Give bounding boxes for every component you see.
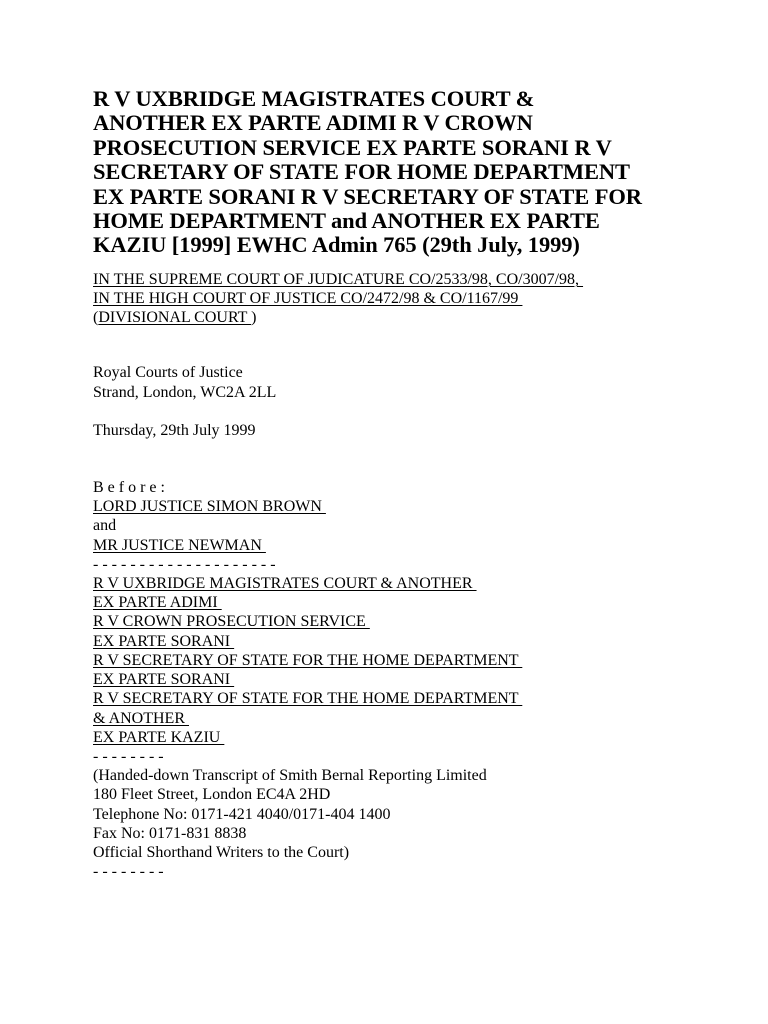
document-page (93, 87, 693, 881)
transcript-line: Official Shorthand Writers to the Court) (93, 843, 350, 861)
bench-and-parties (93, 478, 693, 881)
case-title-line: ANOTHER EX PARTE ADIMI R V CROWN (93, 110, 533, 136)
hearing-date (93, 421, 693, 440)
party-line: R V UXBRIDGE MAGISTRATES COURT & ANOTHER (93, 575, 477, 593)
date-line: Thursday, 29th July 1999 (93, 421, 256, 439)
party-line: & ANOTHER (93, 709, 189, 727)
court-line-divisional: (DIVISIONAL COURT ) (93, 309, 257, 327)
case-title-line: R V UXBRIDGE MAGISTRATES COURT & (93, 86, 535, 111)
court-line-high: IN THE HIGH COURT OF JUSTICE CO/2472/98 & CO/1167/99 (93, 290, 523, 308)
separator-line: - - - - - - - - - - - - - - - - - - - - (93, 555, 276, 573)
transcript-line: 180 Fleet Street, London EC4A 2HD (93, 786, 331, 804)
transcript-line: (Handed-down Transcript of Smith Bernal Reporting Limited (93, 767, 487, 785)
party-line: EX PARTE SORANI (93, 671, 235, 689)
judge-name: LORD JUSTICE SIMON BROWN (93, 498, 326, 516)
before-label: B e f o r e : (93, 479, 165, 497)
court-line-divisional-text: DIVISIONAL COURT (98, 309, 252, 327)
and-label: and (93, 517, 117, 535)
party-line: EX PARTE KAZIU (93, 728, 225, 746)
court-line-supreme: IN THE SUPREME COURT OF JUDICATURE CO/2533/98, CO/3007/98, (93, 270, 584, 288)
party-line: R V CROWN PROSECUTION SERVICE (93, 613, 370, 631)
separator-line: - - - - - - - - (93, 747, 164, 765)
judge-name: MR JUSTICE NEWMAN (93, 536, 266, 554)
transcript-line: Fax No: 0171-831 8838 (93, 824, 247, 842)
case-title-line: HOME DEPARTMENT and ANOTHER EX PARTE (93, 208, 600, 234)
party-line: R V SECRETARY OF STATE FOR THE HOME DEPARTMENT (93, 690, 523, 708)
court-heading (93, 270, 693, 328)
party-line: R V SECRETARY OF STATE FOR THE HOME DEPARTMENT (93, 651, 523, 669)
party-line: EX PARTE SORANI (93, 632, 235, 650)
case-title (93, 87, 693, 258)
case-title-line: PROSECUTION SERVICE EX PARTE SORANI R V (93, 134, 612, 160)
address-line: Royal Courts of Justice (93, 364, 243, 382)
case-title-line: KAZIU [1999] EWHC Admin 765 (29th July, 1999) (93, 232, 580, 258)
case-title-line: EX PARTE SORANI R V SECRETARY OF STATE FOR (93, 183, 642, 209)
separator-line: - - - - - - - - (93, 863, 164, 881)
case-title-line: SECRETARY OF STATE FOR HOME DEPARTMENT (93, 159, 630, 185)
party-line: EX PARTE ADIMI (93, 594, 222, 612)
court-address (93, 363, 693, 401)
address-line: Strand, London, WC2A 2LL (93, 383, 277, 401)
transcript-line: Telephone No: 0171-421 4040/0171-404 1400 (93, 805, 391, 823)
